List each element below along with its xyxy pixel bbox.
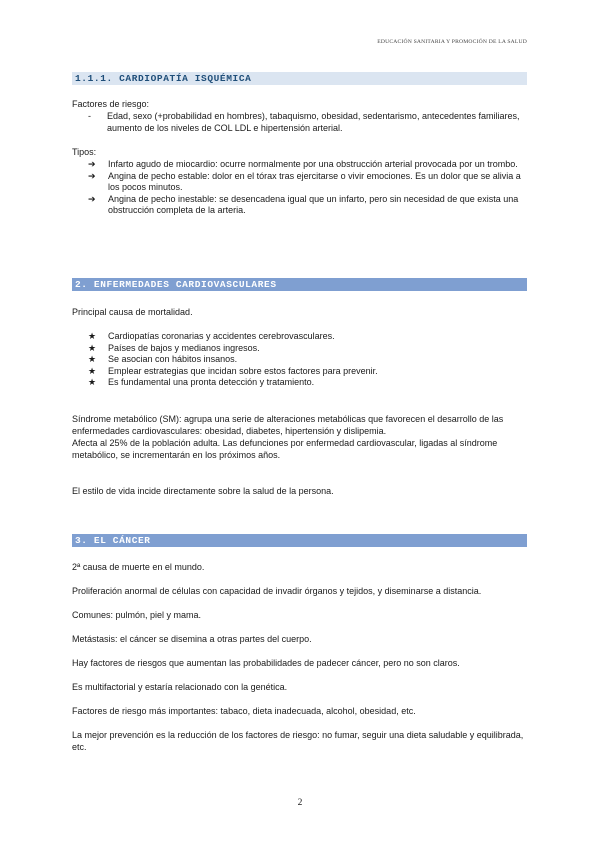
list-item	[88, 111, 528, 134]
section-title-enfermedades: 2. ENFERMEDADES CARDIOVASCULARES	[72, 278, 527, 291]
types-label: Tipos:	[72, 147, 97, 157]
section-title-cancer: 3. EL CÁNCER	[72, 534, 527, 547]
list-item	[88, 377, 528, 389]
cancer-paragraph: Proliferación anormal de células con capacidad de invadir órganos y tejidos, y diseminarse a distancia.	[72, 586, 482, 596]
list-item	[88, 194, 528, 217]
risk-factors-label: Factores de riesgo:	[72, 99, 150, 109]
star-icon: ★	[88, 331, 97, 341]
cancer-paragraph: La mejor prevención es la reducción de los factores de riesgo: no fumar, seguir una dieta saludable y equilibrada, etc.	[72, 730, 524, 752]
running-header: EDUCACIÓN SANITARIA Y PROMOCIÓN DE LA SALUD	[377, 39, 527, 45]
arrow-icon: ➔	[88, 159, 96, 169]
section-title-cardiopatia: 1.1.1. CARDIOPATÍA ISQUÉMICA	[72, 72, 527, 85]
list-item	[88, 331, 528, 343]
type-item-text: Infarto agudo de miocardio: ocurre normalmente por una obstrucción arterial provocada por un trombo.	[108, 159, 518, 169]
section2-intro: Principal causa de mortalidad.	[72, 307, 193, 317]
risk-factors-list	[88, 111, 528, 134]
arrow-icon: ➔	[88, 170, 96, 181]
cancer-paragraph: Es multifactorial y estaría relacionado con la genética.	[72, 682, 288, 692]
list-item	[88, 354, 528, 366]
star-icon: ★	[88, 342, 97, 353]
metabolic-syndrome-paragraph-2: Afecta al 25% de la población adulta. Las defunciones por enfermedad cardiovascular, ligadas al síndrome metabólico, se incrementarán en los próximos años.	[72, 438, 498, 460]
list-item	[88, 171, 528, 194]
page-number: 2	[297, 798, 303, 808]
cardio-item-text: Países de bajos y medianos ingresos.	[108, 342, 260, 353]
cardio-item-text: Emplear estrategias que incidan sobre estos factores para prevenir.	[108, 365, 378, 376]
star-icon: ★	[88, 365, 97, 376]
cancer-paragraph: Hay factores de riesgos que aumentan las probabilidades de padecer cáncer, pero no son claros.	[72, 658, 460, 668]
star-icon: ★	[88, 377, 97, 387]
list-item	[88, 159, 528, 171]
star-icon: ★	[88, 354, 97, 364]
type-item-text: Angina de pecho estable: dolor en el tórax tras ejercitarse o vivir emociones. Es un dolor que se alivia a los pocos minutos.	[108, 170, 521, 192]
list-item	[88, 343, 528, 355]
arrow-icon: ➔	[88, 193, 96, 204]
cardio-item-text: Se asocian con hábitos insanos.	[108, 354, 238, 364]
cancer-paragraph: 2ª causa de muerte en el mundo.	[72, 562, 205, 572]
cardio-item-text: Cardiopatías coronarias y accidentes cerebrovasculares.	[108, 331, 335, 341]
lifestyle-paragraph: El estilo de vida incide directamente sobre la salud de la persona.	[72, 486, 334, 496]
cardio-item-text: Es fundamental una pronta detección y tratamiento.	[108, 377, 315, 387]
list-item	[88, 366, 528, 378]
cancer-paragraph: Factores de riesgo más importantes: tabaco, dieta inadecuada, alcohol, obesidad, etc.	[72, 706, 416, 716]
metabolic-syndrome-paragraph: Síndrome metabólico (SM): agrupa una serie de alteraciones metabólicas que favorecen el desarrollo de las enfermedades cardiovasculares: obesidad, diabetes, hipertensión y dislipemia.	[72, 414, 504, 436]
type-item-text: Angina de pecho inestable: se desencadena igual que un infarto, pero sin necesidad de que exista una obstrucción completa de la arteria.	[108, 193, 519, 215]
cancer-paragraph: Comunes: pulmón, piel y mama.	[72, 610, 202, 620]
risk-factors-text: Edad, sexo (+probabilidad en hombres), tabaquismo, obesidad, sedentarismo, antecedentes familiares, aumento de los niveles de COL LDL e hipertensión arterial.	[107, 111, 520, 133]
cancer-paragraph: Metástasis: el cáncer se disemina a otras partes del cuerpo.	[72, 634, 312, 644]
dash-marker: -	[88, 111, 91, 121]
types-list	[88, 159, 528, 217]
cardio-list	[88, 331, 528, 389]
